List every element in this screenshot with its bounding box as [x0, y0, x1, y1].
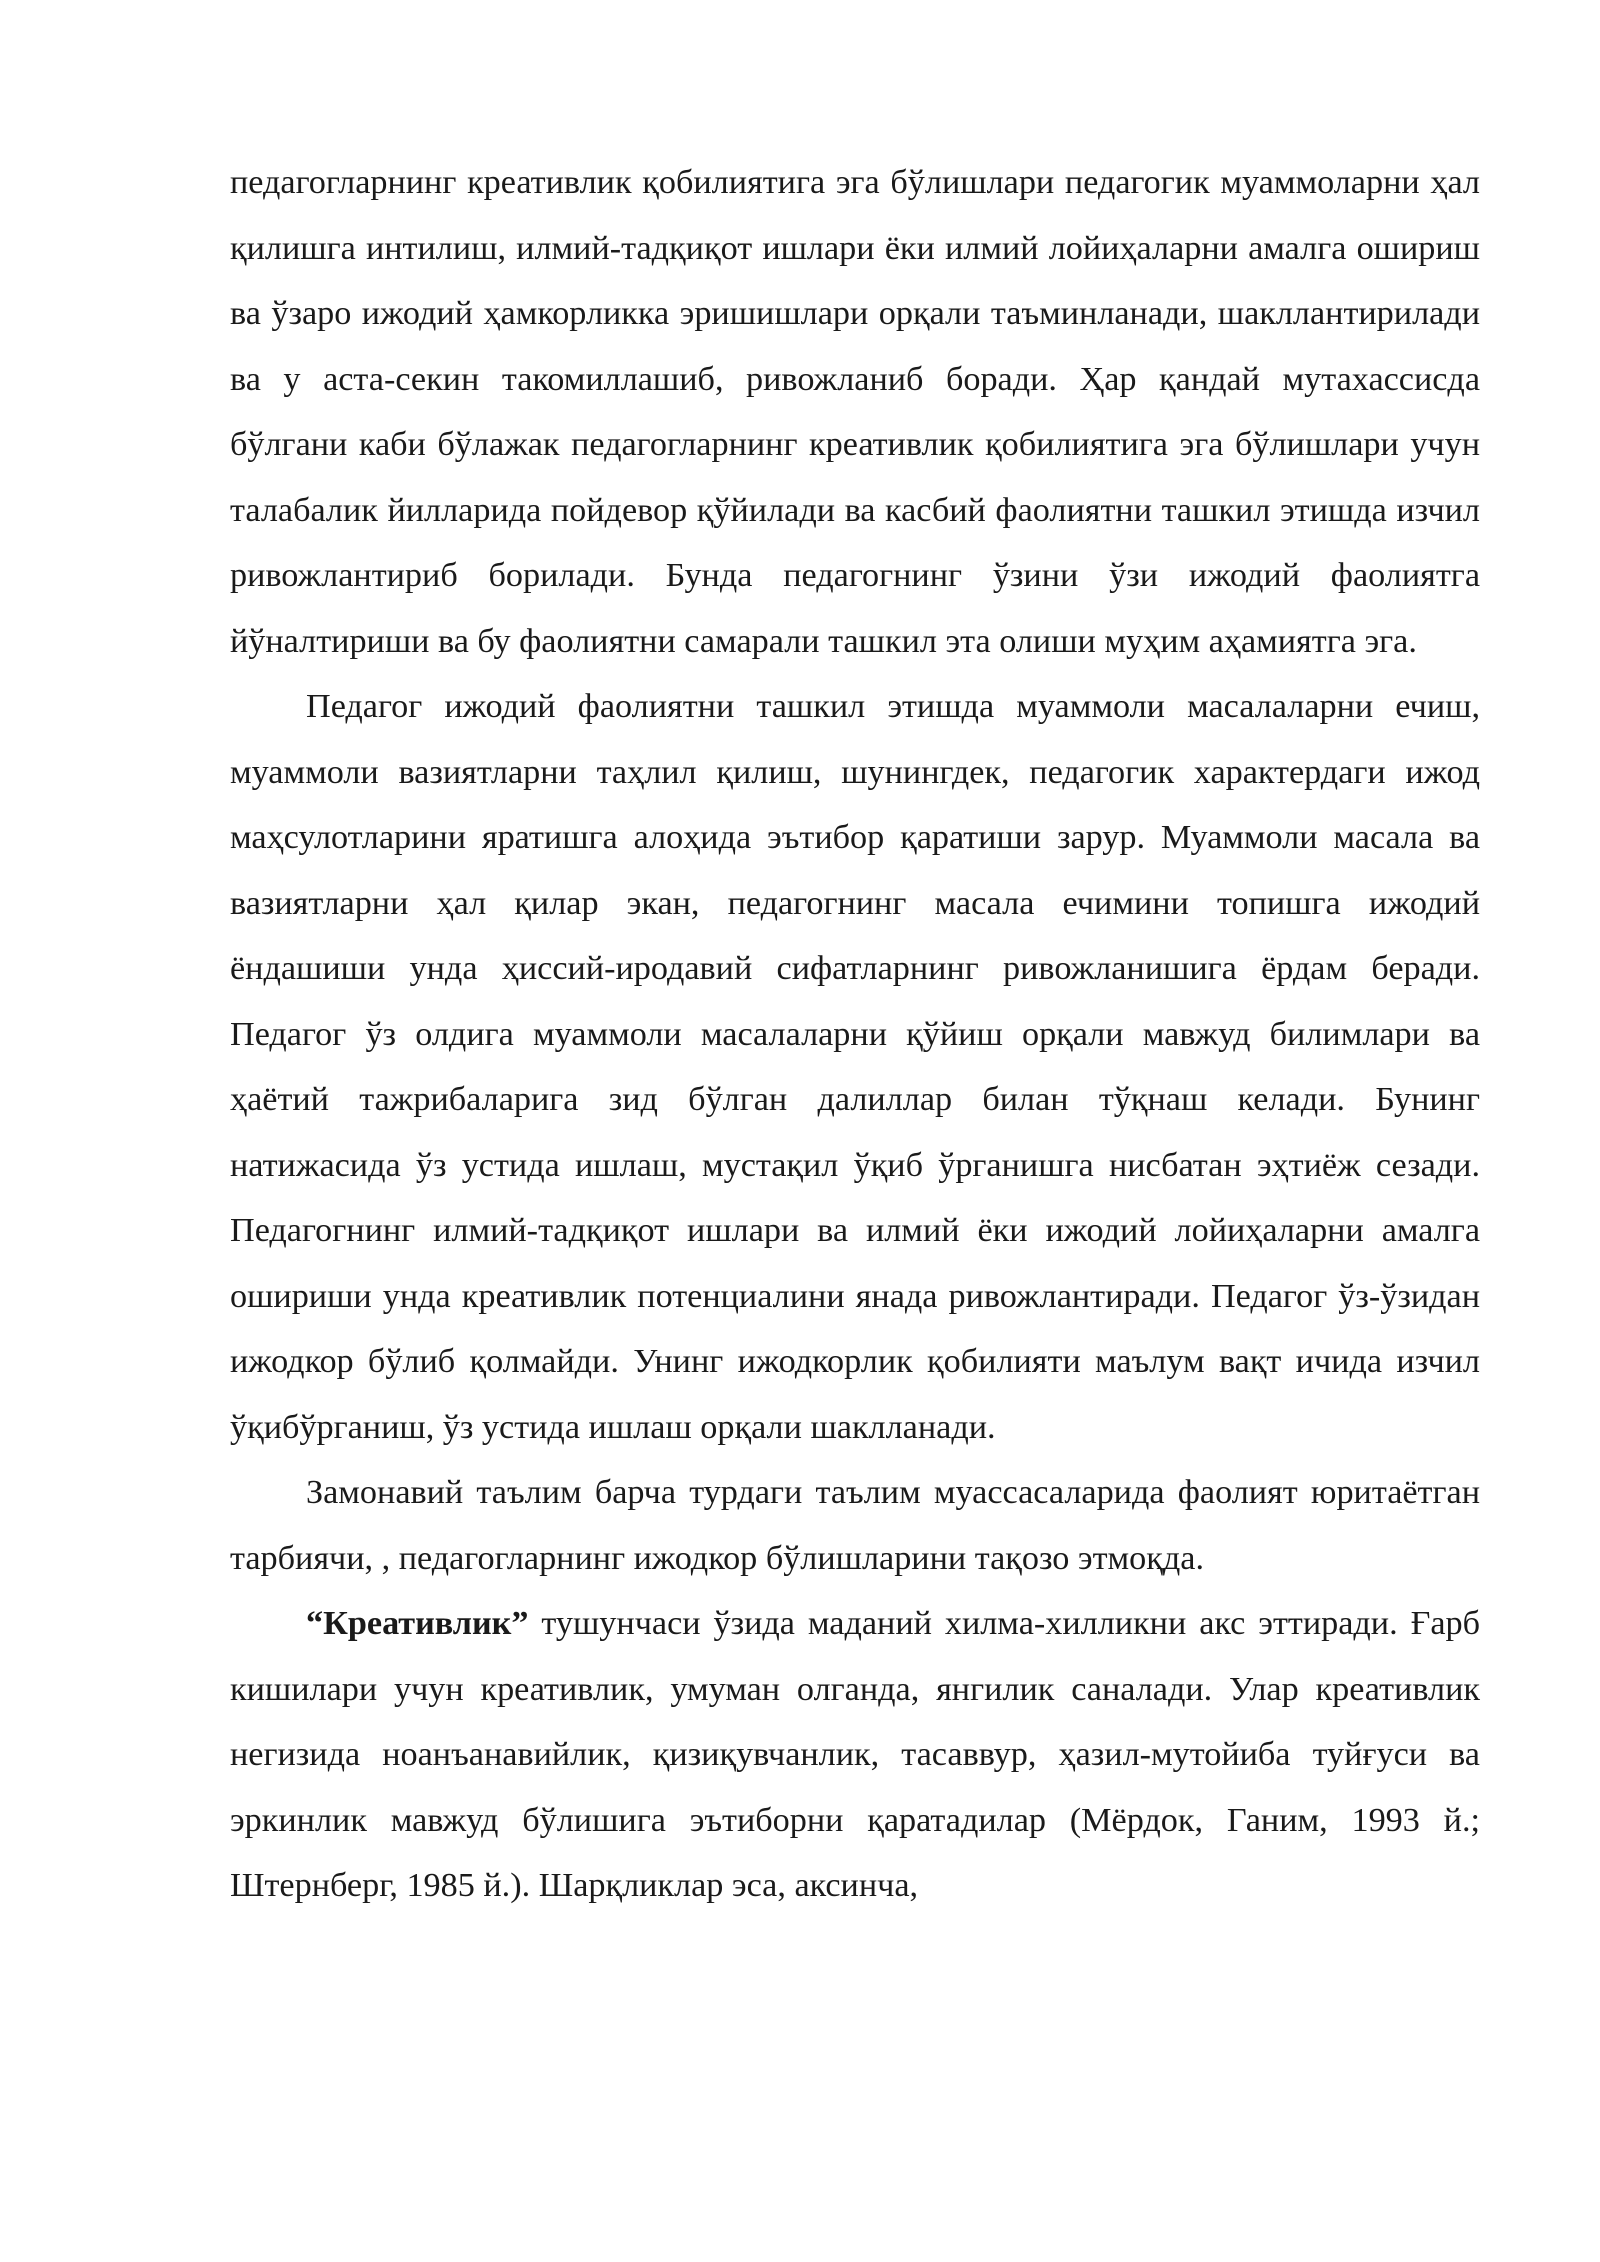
document-page — [230, 150, 1480, 1919]
paragraph-creative-activity: Педагог ижодий фаолиятни ташкил этишда муаммоли масалаларни ечиш, муаммоли вазиятларни таҳлил қилиш, шунингдек, педагогик характердаги ижод маҳсулотларини яратишга алоҳида эътибор қаратиши зарур. Муаммоли масала ва вазиятларни ҳал қилар экан, педагогнинг масала ечимини топишга ижодий ёндашиши унда ҳиссий-иродавий сифатларнинг ривожланишига ёрдам беради. Педагог ўз олдига муаммоли масалаларни қўйиш орқали мавжуд билимлари ва ҳаётий тажрибаларига зид бўлган далиллар билан тўқнаш келади. Бунинг натижасида ўз устида ишлаш, мустақил ўқиб ўрганишга нисбатан эҳтиёж сезади. Педагогнинг илмий-тадқиқот ишлари ва илмий ёки ижодий лойиҳаларни амалга ошириши унда креативлик потенциалини янада ривожлантиради. Педагог ўз-ўзидан ижодкор бўлиб қолмайди. Унинг ижодкорлик қобилияти маълум вақт ичида изчил ўқибўрганиш, ўз устида ишлаш орқали шаклланади. — [230, 688, 1480, 1446]
paragraph-modern-education: Замонавий таълим барча турдаги таълим муассасаларида фаолият юритаётган тарбиячи, , педагогларнинг ижодкор бўлишларини тақозо этмоқда. — [230, 1474, 1480, 1577]
paragraph-creativity-concept — [230, 1591, 1480, 1919]
creativity-concept-text: тушунчаси ўзида маданий хилма-хилликни акс эттиради. Ғарб кишилари учун креативлик, умуман олганда, янгилик саналади. Улар креативлик негизида ноанъанавийлик, қизиқувчанлик, тасаввур, ҳазил-мутойиба туйғуси ва эркинлик мавжуд бўлишига эътиборни қаратадилар (Мёрдок, Ганим, 1993 й.; Штернберг, 1985 й.). Шарқликлар эса, аксинча, — [230, 1605, 1480, 1904]
paragraph-continuation: педагогларнинг креативлик қобилиятига эга бўлишлари педагогик муаммоларни ҳал қилишга интилиш, илмий-тадқиқот ишлари ёки илмий лойиҳаларни амалга ошириш ва ўзаро ижодий ҳамкорликка эришишлари орқали таъминланади, шакллантирилади ва у аста-секин такомиллашиб, ривожланиб боради. Ҳар қандай мутахассисда бўлгани каби бўлажак педагогларнинг креативлик қобилиятига эга бўлишлари учун талабалик йилларида пойдевор қўйилади ва касбий фаолиятни ташкил этишда изчил ривожлантириб борилади. Бунда педагогнинг ўзини ўзи ижодий фаолиятга йўналтириши ва бу фаолиятни самарали ташкил эта олиши муҳим аҳамиятга эга. — [230, 164, 1480, 660]
creativity-term: “Креативлик” — [306, 1605, 529, 1642]
